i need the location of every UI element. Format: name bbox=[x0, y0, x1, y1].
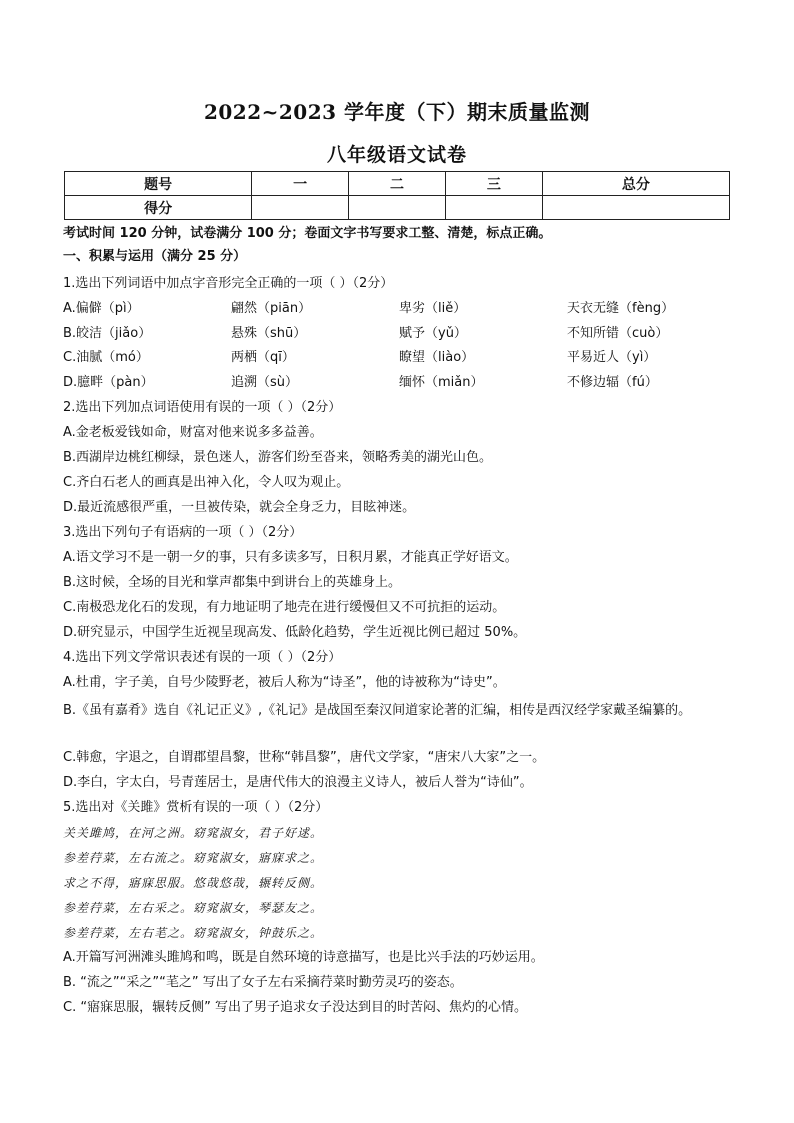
q5-option: C. “寤寐思服，辗转反侧” 写出了男子追求女子没达到目的时苦闷、焦灼的心情。 bbox=[63, 1000, 527, 1015]
q1-option: 追溯（sù） bbox=[231, 375, 299, 390]
poem-line: 求之不得，寤寐思服。悠哉悠哉，辗转反侧。 bbox=[63, 876, 324, 890]
q2-option: B.西湖岸边桃红柳绿，景色迷人，游客们纷至沓来，领略秀美的湖光山色。 bbox=[63, 450, 493, 465]
score-header-cell: 三 bbox=[445, 172, 542, 196]
score-table-score-row bbox=[65, 196, 730, 220]
score-cell bbox=[252, 196, 349, 220]
q2-option: C.齐白石老人的画真是出神入化，令人叹为观止。 bbox=[63, 475, 350, 490]
score-cell bbox=[542, 196, 729, 220]
question-stem: 4.选出下列文学常识表述有误的一项（ ）（2分） bbox=[63, 650, 342, 665]
q4-option: D.李白，字太白，号青莲居士，是唐代伟大的浪漫主义诗人，被后人誉为“诗仙”。 bbox=[63, 775, 533, 790]
q3-option: B.这时候，全场的目光和掌声都集中到讲台上的英雄身上。 bbox=[63, 575, 402, 590]
q5-option: B. “流之”“采之”“芼之” 写出了女子左右采摘荇菜时勤劳灵巧的姿态。 bbox=[63, 975, 463, 990]
score-cell bbox=[349, 196, 446, 220]
q1-option: 瞭望（liào） bbox=[399, 350, 475, 365]
q1-option: C.油腻（mó） bbox=[63, 350, 149, 365]
question-stem: 1.选出下列词语中加点字音形完全正确的一项（ ）（2分） bbox=[63, 276, 394, 291]
q4-option: A.杜甫，字子美，自号少陵野老，被后人称为“诗圣”，他的诗被称为“诗史”。 bbox=[63, 675, 506, 690]
question-stem: 3.选出下列句子有语病的一项（ ）（2分） bbox=[63, 525, 303, 540]
q1-option: 赋予（yǔ） bbox=[399, 326, 467, 341]
q4-option: C.韩愈，字退之，自谓郡望昌黎，世称“韩昌黎”，唐代文学家，“唐宋八大家”之一。 bbox=[63, 750, 546, 765]
score-table bbox=[64, 171, 730, 220]
q1-option: A.偏僻（pì） bbox=[63, 301, 140, 316]
q3-option: A.语文学习不是一朝一夕的事，只有多读多写，日积月累，才能真正学好语文。 bbox=[63, 550, 518, 565]
exam-subtitle: 八年级语文试卷 bbox=[326, 144, 467, 166]
q5-option: A.开篇写河洲滩头雎鸠和鸣，既是自然环境的诗意描写，也是比兴手法的巧妙运用。 bbox=[63, 950, 544, 965]
section-title: 一、积累与运用（满分 25 分） bbox=[63, 249, 247, 264]
score-table-header-row bbox=[65, 172, 730, 196]
question-stem: 2.选出下列加点词语使用有误的一项（ ）（2分） bbox=[63, 400, 342, 415]
poem-line: 参差荇菜，左右采之。窈窕淑女，琴瑟友之。 bbox=[63, 901, 324, 915]
q4-option: B.《虽有嘉肴》选自《礼记正义》,《礼记》是战国至秦汉间道家论著的汇编，相传是西汉经学家戴圣编纂的。 bbox=[63, 703, 692, 718]
q1-option: D.臆畔（pàn） bbox=[63, 375, 154, 390]
q3-option: D.研究显示，中国学生近视呈现高发、低龄化趋势，学生近视比例已超过 50%。 bbox=[63, 625, 527, 640]
exam-note: 考试时间 120 分钟，试卷满分 100 分；卷面文字书写要求工整、清楚，标点正确。 bbox=[63, 226, 552, 241]
q1-option: 悬殊（shū） bbox=[231, 326, 307, 341]
q1-option: 不修边辐（fú） bbox=[567, 375, 658, 390]
q1-option: 缅怀（miǎn） bbox=[399, 375, 484, 390]
score-header-cell: 题号 bbox=[65, 172, 252, 196]
q1-option: 卑劣（liě） bbox=[399, 301, 467, 316]
poem-line: 关关雎鸠，在河之洲。窈窕淑女，君子好逑。 bbox=[63, 826, 324, 840]
q1-option: 天衣无缝（fèng） bbox=[567, 301, 675, 316]
question-stem: 5.选出对《关雎》赏析有误的一项（ ）（2分） bbox=[63, 800, 329, 815]
score-header-cell: 总分 bbox=[542, 172, 729, 196]
q1-option: 两栖（qī） bbox=[231, 350, 295, 365]
score-header-cell: 一 bbox=[252, 172, 349, 196]
poem-line: 参差荇菜，左右流之。窈窕淑女，寤寐求之。 bbox=[63, 851, 324, 865]
score-header-cell: 二 bbox=[349, 172, 446, 196]
score-row-label: 得分 bbox=[65, 196, 252, 220]
q1-option: 翩然（piān） bbox=[231, 301, 312, 316]
q2-option: D.最近流感很严重，一旦被传染，就会全身乏力，目眩神迷。 bbox=[63, 500, 416, 515]
score-cell bbox=[445, 196, 542, 220]
q1-option: 平易近人（yì） bbox=[567, 350, 657, 365]
q2-option: A.金老板爱钱如命，财富对他来说多多益善。 bbox=[63, 425, 323, 440]
q1-option: 不知所错（cuò） bbox=[567, 326, 669, 341]
exam-title: 2022~2023 学年度（下）期末质量监测 bbox=[203, 100, 591, 124]
poem-line: 参差荇菜，左右芼之。窈窕淑女，钟鼓乐之。 bbox=[63, 926, 324, 940]
q1-option: B.皎洁（jiǎo） bbox=[63, 326, 152, 341]
q3-option: C.南极恐龙化石的发现，有力地证明了地壳在进行缓慢但又不可抗拒的运动。 bbox=[63, 600, 506, 615]
